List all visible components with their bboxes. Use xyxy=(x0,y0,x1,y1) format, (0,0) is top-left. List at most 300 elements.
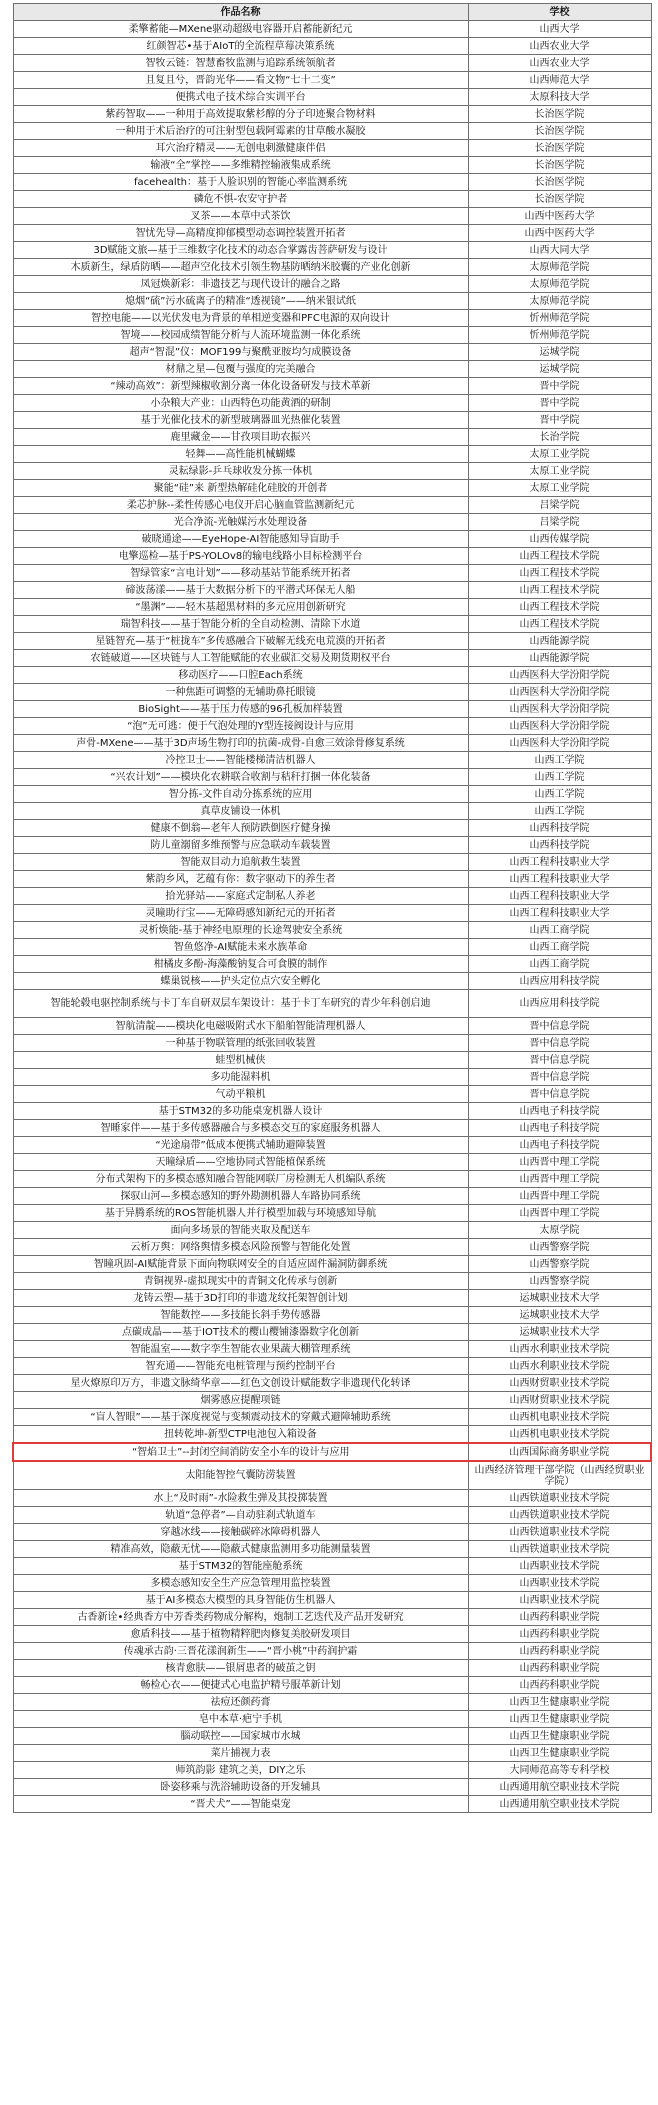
school-cell: 长治医学院 xyxy=(468,140,651,157)
table-row xyxy=(13,174,651,191)
table-row xyxy=(13,888,651,905)
table-row xyxy=(13,752,651,769)
table-row xyxy=(13,242,651,259)
school-cell: 山西应用科技学院 xyxy=(468,973,651,990)
school-cell: 运城学院 xyxy=(468,344,651,361)
table-row xyxy=(13,1290,651,1307)
work-name-cell: 卧姿移乘与洗浴辅助设备的开发辅具 xyxy=(13,1779,468,1796)
school-cell: 山西药科职业学院 xyxy=(468,1626,651,1643)
table-row xyxy=(13,820,651,837)
table-row xyxy=(13,531,651,548)
school-cell: 长治医学院 xyxy=(468,174,651,191)
school-cell: 忻州师范学院 xyxy=(468,327,651,344)
school-cell: 太原科技大学 xyxy=(468,89,651,106)
school-cell: 山西工程技术学院 xyxy=(468,599,651,616)
school-cell: 山西工商学院 xyxy=(468,922,651,939)
table-row xyxy=(13,259,651,276)
table-row xyxy=(13,1035,651,1052)
table-row xyxy=(13,429,651,446)
school-cell: 山西医科大学汾阳学院 xyxy=(468,701,651,718)
table-row xyxy=(13,361,651,378)
work-name-cell: 轻舞——高性能机械蝴蝶 xyxy=(13,446,468,463)
table-row xyxy=(13,55,651,72)
table-row xyxy=(13,1256,651,1273)
school-cell: 山西机电职业技术学院 xyxy=(468,1426,651,1444)
school-cell: 山西农业大学 xyxy=(468,55,651,72)
work-name-cell: 电擎巡检—基于PS-YOLOv8的输电线路小目标检测平台 xyxy=(13,548,468,565)
school-cell: 晋中学院 xyxy=(468,412,651,429)
school-cell: 山西财贸职业技术学院 xyxy=(468,1392,651,1409)
school-cell: 山西晋中理工学院 xyxy=(468,1154,651,1171)
table-row xyxy=(13,208,651,225)
table-header-row xyxy=(13,4,651,21)
work-name-cell: 核青愈肤——银屑患者的破茧之钥 xyxy=(13,1660,468,1677)
school-cell: 山西大学 xyxy=(468,21,651,38)
work-name-cell: 3D赋能文旅—基于三维数字化技术的动态合掌露齿菩萨研发与设计 xyxy=(13,242,468,259)
work-name-cell: 冷控卫士——智能楼梯清洁机器人 xyxy=(13,752,468,769)
school-cell: 长治医学院 xyxy=(468,157,651,174)
header-work-name: 作品名称 xyxy=(13,4,468,21)
table-row xyxy=(13,1728,651,1745)
school-cell: 山西职业技术学院 xyxy=(468,1575,651,1592)
school-cell: 吕梁学院 xyxy=(468,514,651,531)
work-name-cell: 基于AI多模态大模型的具身智能仿生机器人 xyxy=(13,1592,468,1609)
school-cell: 山西警察学院 xyxy=(468,1256,651,1273)
school-cell: 山西晋中理工学院 xyxy=(468,1171,651,1188)
table-row xyxy=(13,514,651,531)
table-row xyxy=(13,939,651,956)
school-cell: 山西通用航空职业技术学院 xyxy=(468,1779,651,1796)
table-row xyxy=(13,633,651,650)
work-name-cell: 扭转乾坤-新型CTP电池包入箱设备 xyxy=(13,1426,468,1444)
school-cell: 山西应用科技学院 xyxy=(468,990,651,1018)
school-cell: 山西职业技术学院 xyxy=(468,1592,651,1609)
table-row xyxy=(13,1443,651,1461)
work-name-cell: 探驭山河—多模态感知的野外勘测机器人车路协同系统 xyxy=(13,1188,468,1205)
table-row xyxy=(13,599,651,616)
table-row xyxy=(13,1069,651,1086)
school-cell: 长治学院 xyxy=(468,429,651,446)
work-name-cell: 畅检心衣——便捷式心电监护精号服革新计划 xyxy=(13,1677,468,1694)
table-row xyxy=(13,1507,651,1524)
table-row xyxy=(13,89,651,106)
school-cell: 山西经济管理干部学院（山西经贸职业学院） xyxy=(468,1461,651,1490)
school-cell: 山西医科大学汾阳学院 xyxy=(468,718,651,735)
work-name-cell: “盲人智眼”——基于深度视觉与变频震动技术的穿戴式避障辅助系统 xyxy=(13,1409,468,1426)
table-row xyxy=(13,1609,651,1626)
table-row xyxy=(13,293,651,310)
school-cell: 山西水利职业技术学院 xyxy=(468,1341,651,1358)
table-row xyxy=(13,718,651,735)
school-cell: 山西医科大学汾阳学院 xyxy=(468,667,651,684)
school-cell: 山西能源学院 xyxy=(468,650,651,667)
work-name-cell: 一种基于物联管理的纸张回收装置 xyxy=(13,1035,468,1052)
work-name-cell: 智牧云链：智慧畜牧监测与追踪系统领航者 xyxy=(13,55,468,72)
table-row xyxy=(13,412,651,429)
school-cell: 山西医科大学汾阳学院 xyxy=(468,684,651,701)
work-name-cell: 叉茶——本草中式茶饮 xyxy=(13,208,468,225)
table-row xyxy=(13,1205,651,1222)
work-name-cell: 智睡家伴——基于多传感器融合与多模态交互的家庭服务机器人 xyxy=(13,1120,468,1137)
table-row xyxy=(13,786,651,803)
work-name-cell: 小杂粮大产业：山西特色功能黄酒的研制 xyxy=(13,395,468,412)
school-cell: 山西机电职业技术学院 xyxy=(468,1409,651,1426)
table-row xyxy=(13,123,651,140)
work-name-cell: 智能温室——数字孪生智能农业果蔬大棚管理系统 xyxy=(13,1341,468,1358)
table-row xyxy=(13,463,651,480)
school-cell: 山西中医药大学 xyxy=(468,208,651,225)
table-row xyxy=(13,1592,651,1609)
school-cell: 山西国际商务职业学院 xyxy=(468,1443,651,1461)
table-row xyxy=(13,684,651,701)
school-cell: 山西通用航空职业技术学院 xyxy=(468,1796,651,1813)
school-cell: 山西电子科技学院 xyxy=(468,1120,651,1137)
school-cell: 大同师范高等专科学校 xyxy=(468,1762,651,1779)
table-row xyxy=(13,378,651,395)
table-row xyxy=(13,1762,651,1779)
table-row xyxy=(13,565,651,582)
work-name-cell: 智忧先导—高精度抑郁模型动态调控装置开拓者 xyxy=(13,225,468,242)
school-cell: 山西工程技术学院 xyxy=(468,582,651,599)
school-cell: 山西工学院 xyxy=(468,786,651,803)
work-name-cell: 耳穴治疗精灵——无创电刺激健康伴侣 xyxy=(13,140,468,157)
table-row xyxy=(13,480,651,497)
school-cell: 山西晋中理工学院 xyxy=(468,1188,651,1205)
work-name-cell: 龙铸云塑—基于3D打印的非遗龙纹托架智创计划 xyxy=(13,1290,468,1307)
work-name-cell: BioSight——基于压力传感的96孔板加样装置 xyxy=(13,701,468,718)
table-row xyxy=(13,1626,651,1643)
school-cell: 山西农业大学 xyxy=(468,38,651,55)
table-row xyxy=(13,1341,651,1358)
work-name-cell: 超声“智混”仪：MOF199与聚酰亚胺均匀成膜设备 xyxy=(13,344,468,361)
table-row xyxy=(13,1375,651,1392)
school-cell: 太原师范学院 xyxy=(468,259,651,276)
table-row xyxy=(13,616,651,633)
work-name-cell: “墨渊”——轻木基超黑材料的多元应用创新研究 xyxy=(13,599,468,616)
school-cell: 山西工学院 xyxy=(468,803,651,820)
work-name-cell: 多模态感知安全生产应急管理用监控装置 xyxy=(13,1575,468,1592)
table-row xyxy=(13,1694,651,1711)
work-name-cell: 智能双目动力追航救生装置 xyxy=(13,854,468,871)
work-name-cell: 星火燎原印万方，非遗文脉绮华章——红色文创设计赋能数字非遗现代化转译 xyxy=(13,1375,468,1392)
header-school: 学校 xyxy=(468,4,651,21)
school-cell: 山西警察学院 xyxy=(468,1239,651,1256)
table-row xyxy=(13,650,651,667)
school-cell: 山西科技学院 xyxy=(468,837,651,854)
work-name-cell: 柑橘皮多酚-海藻酸钠复合可食膜的制作 xyxy=(13,956,468,973)
table-row xyxy=(13,327,651,344)
school-cell: 山西工程科技职业大学 xyxy=(468,854,651,871)
work-name-cell: 天瞳绿盾——空地协同式智能植保系统 xyxy=(13,1154,468,1171)
table-row xyxy=(13,497,651,514)
work-name-cell: 分布式架构下的多模态感知融合智能网联厂房检测无人机编队系统 xyxy=(13,1171,468,1188)
work-name-cell: 柔芯护脉--柔性传感心电仪开启心脑血管监测新纪元 xyxy=(13,497,468,514)
school-cell: 山西卫生健康职业学院 xyxy=(468,1711,651,1728)
work-name-cell: 农链破道——区块链与人工智能赋能的农业碳汇交易及期货期权平台 xyxy=(13,650,468,667)
table-body xyxy=(13,21,651,1813)
work-name-cell: 拾光驿站——家庭式定制私人养老 xyxy=(13,888,468,905)
school-cell: 山西能源学院 xyxy=(468,633,651,650)
school-cell: 吕梁学院 xyxy=(468,497,651,514)
school-cell: 山西工商学院 xyxy=(468,939,651,956)
school-cell: 山西工程技术学院 xyxy=(468,548,651,565)
table-row xyxy=(13,905,651,922)
table-row xyxy=(13,1677,651,1694)
work-name-cell: 穿越冰线——接触碳碎冰障碍机器人 xyxy=(13,1524,468,1541)
table-row xyxy=(13,1660,651,1677)
work-name-cell: 灵析焕能-基于神经电原理的长途驾驶安全系统 xyxy=(13,922,468,939)
table-row xyxy=(13,1188,651,1205)
table-row xyxy=(13,1541,651,1558)
work-name-cell: “光途扇带”低成本便携式辅助避障装置 xyxy=(13,1137,468,1154)
table-row xyxy=(13,1239,651,1256)
table-row xyxy=(13,854,651,871)
table-row xyxy=(13,803,651,820)
school-cell: 山西工程技术学院 xyxy=(468,616,651,633)
work-name-cell: 移动医疗——口腔Each系统 xyxy=(13,667,468,684)
table-row xyxy=(13,106,651,123)
table-row xyxy=(13,1745,651,1762)
work-name-cell: 烟雾感应提醒项链 xyxy=(13,1392,468,1409)
table-row xyxy=(13,667,651,684)
school-cell: 山西水利职业技术学院 xyxy=(468,1358,651,1375)
work-name-cell: 智绿管家“言电计划”——移动基站节能系统开拓者 xyxy=(13,565,468,582)
work-name-cell: 祛痘还颜药膏 xyxy=(13,1694,468,1711)
school-cell: 运城职业技术大学 xyxy=(468,1307,651,1324)
school-cell: 运城职业技术大学 xyxy=(468,1324,651,1341)
work-name-cell: 磷危不惧-农安守护者 xyxy=(13,191,468,208)
school-cell: 山西警察学院 xyxy=(468,1273,651,1290)
work-name-cell: 便携式电子技术综合实训平台 xyxy=(13,89,468,106)
table-row xyxy=(13,1171,651,1188)
school-cell: 山西药科职业学院 xyxy=(468,1643,651,1660)
school-cell: 太原学院 xyxy=(468,1222,651,1239)
table-row xyxy=(13,1324,651,1341)
work-name-cell: 智瞳巩固-AI赋能背景下面向物联网安全的自适应固件漏洞防御系统 xyxy=(13,1256,468,1273)
work-name-cell: 破晓通途——EyeHope-AI智能感知导盲助手 xyxy=(13,531,468,548)
work-name-cell: 智能数控——多技能长斜手势传感器 xyxy=(13,1307,468,1324)
work-name-cell: 碲波荡漾——基于大数据分析下的平潜式环保无人船 xyxy=(13,582,468,599)
work-name-cell: 古香新诠•经典香方中芳香类药物成分解构，炮制工艺迭代及产品开发研究 xyxy=(13,1609,468,1626)
table-row xyxy=(13,1307,651,1324)
work-name-cell: 青铜视界-虚拟现实中的青铜文化传承与创新 xyxy=(13,1273,468,1290)
work-name-cell: 健康不倒翁—老年人预防跌倒医疗健身操 xyxy=(13,820,468,837)
work-name-cell: 智能轮毂电驱控制系统与卡丁车自研双层车架设计：基于卡丁车研究的青少年科创启迪 xyxy=(13,990,468,1018)
work-name-cell: 轨道“急停者”—自动驻刹式轨道车 xyxy=(13,1507,468,1524)
table-row xyxy=(13,38,651,55)
work-name-cell: 熄烟“硫”污水硫离子的精准“透视镜”——纳米银试纸 xyxy=(13,293,468,310)
work-name-cell: 愈盾科技——基于植物精粹肥肉修复美胶研发项目 xyxy=(13,1626,468,1643)
table-row xyxy=(13,1711,651,1728)
school-cell: 太原师范学院 xyxy=(468,293,651,310)
work-name-cell: 真草皮铺设一体机 xyxy=(13,803,468,820)
work-name-cell: 多功能湿料机 xyxy=(13,1069,468,1086)
school-cell: 山西师范大学 xyxy=(468,72,651,89)
table-row xyxy=(13,1137,651,1154)
work-name-cell: 智境——校园成绩智能分析与人流环境监测一体化系统 xyxy=(13,327,468,344)
table-row xyxy=(13,1154,651,1171)
work-name-cell: 水上“及时雨”-水险救生弹及其投掷装置 xyxy=(13,1490,468,1507)
table-row xyxy=(13,769,651,786)
table-row xyxy=(13,1120,651,1137)
table-row xyxy=(13,1103,651,1120)
table-row xyxy=(13,701,651,718)
school-cell: 山西铁道职业技术学院 xyxy=(468,1507,651,1524)
work-name-cell: 基于STM32的智能座舱系统 xyxy=(13,1558,468,1575)
table-row xyxy=(13,276,651,293)
work-name-cell: 智控电能——以光伏发电为背景的单相逆变器和PFC电源的双向设计 xyxy=(13,310,468,327)
table-row xyxy=(13,837,651,854)
table-row xyxy=(13,1461,651,1490)
school-cell: 山西晋中理工学院 xyxy=(468,1205,651,1222)
school-cell: 晋中信息学院 xyxy=(468,1052,651,1069)
work-name-cell: 点碳成晶——基于IOT技术的樱山樱铺漆器数字化创新 xyxy=(13,1324,468,1341)
table-row xyxy=(13,446,651,463)
table-row xyxy=(13,548,651,565)
table-row xyxy=(13,1018,651,1035)
work-name-cell: 智分拣-文件自动分拣系统的应用 xyxy=(13,786,468,803)
table-row xyxy=(13,344,651,361)
work-name-cell: 传魂承古韵·三晋花漾润新生——“晋小桃”中药润护霜 xyxy=(13,1643,468,1660)
work-name-cell: 智鱼悠净-AI赋能未来水族革命 xyxy=(13,939,468,956)
school-cell: 山西职业技术学院 xyxy=(468,1558,651,1575)
work-name-cell: 一种焦距可调整的无辅助鼻托眼镜 xyxy=(13,684,468,701)
work-name-cell: 智充通——智能充电桩管理与预约控制平台 xyxy=(13,1358,468,1375)
table-row xyxy=(13,1052,651,1069)
school-cell: 山西工程科技职业大学 xyxy=(468,871,651,888)
school-cell: 山西卫生健康职业学院 xyxy=(468,1694,651,1711)
school-cell: 晋中信息学院 xyxy=(468,1086,651,1103)
school-cell: 山西电子科技学院 xyxy=(468,1103,651,1120)
work-name-cell: facehealth：基于人脸识别的智能心率监测系统 xyxy=(13,174,468,191)
school-cell: 晋中信息学院 xyxy=(468,1035,651,1052)
work-name-cell: 腦动联控——国家城市水城 xyxy=(13,1728,468,1745)
work-name-cell: 菜片捕视力表 xyxy=(13,1745,468,1762)
table-row xyxy=(13,582,651,599)
school-cell: 山西卫生健康职业学院 xyxy=(468,1728,651,1745)
school-cell: 山西卫生健康职业学院 xyxy=(468,1745,651,1762)
work-name-cell: “泡”无可逃：便于气泡处理的Y型连接阀设计与应用 xyxy=(13,718,468,735)
school-cell: 山西中医药大学 xyxy=(468,225,651,242)
table-row xyxy=(13,735,651,752)
work-name-cell: 师筑韵影 建筑之美，DIY之乐 xyxy=(13,1762,468,1779)
school-cell: 山西铁道职业技术学院 xyxy=(468,1541,651,1558)
table-row xyxy=(13,225,651,242)
school-cell: 山西工程科技职业大学 xyxy=(468,888,651,905)
school-cell: 太原工业学院 xyxy=(468,480,651,497)
work-name-cell: 材鼎之星—包覆与强度的完美融合 xyxy=(13,361,468,378)
table-row xyxy=(13,990,651,1018)
work-name-cell: 紫韵乡风，艺蕴有你：数字驱动下的养生者 xyxy=(13,871,468,888)
school-cell: 山西铁道职业技术学院 xyxy=(468,1524,651,1541)
table-row xyxy=(13,1524,651,1541)
school-cell: 忻州师范学院 xyxy=(468,310,651,327)
school-cell: 晋中信息学院 xyxy=(468,1018,651,1035)
table-row xyxy=(13,1392,651,1409)
work-name-cell: 云析万舆：网络舆情多模态风险预警与智能化处置 xyxy=(13,1239,468,1256)
work-name-cell: 星链智充—基于“桩拢车”多传感融合下破解无线充电荒漠的开拓者 xyxy=(13,633,468,650)
table-row xyxy=(13,1575,651,1592)
work-name-cell: 蝶巢锐核——护头定位点穴安全孵化 xyxy=(13,973,468,990)
table-row xyxy=(13,191,651,208)
work-name-cell: 太阳能智控气囊防涝装置 xyxy=(13,1461,468,1490)
school-cell: 长治医学院 xyxy=(468,106,651,123)
table-row xyxy=(13,871,651,888)
work-name-cell: 瑞智科技——基于智能分析的全自动检测、清除下水道 xyxy=(13,616,468,633)
work-name-cell: 精准高效，隐蔽无忧——隐蔽式健康监测用多功能测量装置 xyxy=(13,1541,468,1558)
work-name-cell: 且复且兮，晋韵光华——看文物“七十二变” xyxy=(13,72,468,89)
work-name-cell: 红颜智芯•基于AIoT的全流程草莓决策系统 xyxy=(13,38,468,55)
table-row xyxy=(13,1358,651,1375)
work-name-cell: 输液“全”掌控——多维精控输液集成系统 xyxy=(13,157,468,174)
table-wrapper xyxy=(12,3,650,1813)
table-row xyxy=(13,1426,651,1444)
table-row xyxy=(13,1222,651,1239)
work-name-cell: 鹿里藏金——甘孜项目助农振兴 xyxy=(13,429,468,446)
school-cell: 山西大同大学 xyxy=(468,242,651,259)
school-cell: 山西工学院 xyxy=(468,769,651,786)
table-row xyxy=(13,1409,651,1426)
school-cell: 山西电子科技学院 xyxy=(468,1137,651,1154)
work-name-cell: 木质新生，绿盾防晒——超声空化技术引领生物基防晒纳米胶囊的产业化创新 xyxy=(13,259,468,276)
table-row xyxy=(13,395,651,412)
table-row xyxy=(13,21,651,38)
award-table xyxy=(12,3,652,1813)
work-name-cell: 皂中本草·疤宁手机 xyxy=(13,1711,468,1728)
school-cell: 山西工程技术学院 xyxy=(468,565,651,582)
school-cell: 山西工学院 xyxy=(468,752,651,769)
table-row xyxy=(13,72,651,89)
school-cell: 山西医科大学汾阳学院 xyxy=(468,735,651,752)
table-row xyxy=(13,1779,651,1796)
table-row xyxy=(13,140,651,157)
school-cell: 山西药科职业学院 xyxy=(468,1609,651,1626)
table-row xyxy=(13,1086,651,1103)
table-row xyxy=(13,1273,651,1290)
work-name-cell: 灵耘绿影-乒乓球收发分拣一体机 xyxy=(13,463,468,480)
table-row xyxy=(13,1490,651,1507)
table-row xyxy=(13,1796,651,1813)
table-row xyxy=(13,1558,651,1575)
table-row xyxy=(13,973,651,990)
work-name-cell: 基于光催化技术的新型玻璃器皿光热催化装置 xyxy=(13,412,468,429)
school-cell: 山西工程科技职业大学 xyxy=(468,905,651,922)
work-name-cell: 聚能“硅”来 新型热解硅化硅胶的开创者 xyxy=(13,480,468,497)
table-row xyxy=(13,1643,651,1660)
work-name-cell: 一种用于术后治疗的可注射型包载阿霉素的甘草酸水凝胶 xyxy=(13,123,468,140)
school-cell: 太原工业学院 xyxy=(468,446,651,463)
table-row xyxy=(13,310,651,327)
school-cell: 山西药科职业学院 xyxy=(468,1677,651,1694)
work-name-cell: 基于异腾系统的ROS智能机器人并行模型加载与环境感知导航 xyxy=(13,1205,468,1222)
school-cell: 太原师范学院 xyxy=(468,276,651,293)
work-name-cell: 基于STM32的多功能桌宠机器人设计 xyxy=(13,1103,468,1120)
school-cell: 山西工商学院 xyxy=(468,956,651,973)
school-cell: 晋中信息学院 xyxy=(468,1069,651,1086)
school-cell: 长治医学院 xyxy=(468,123,651,140)
table-row xyxy=(13,956,651,973)
work-name-cell: “兴农计划”——模块化农耕联合收割与秸秆打捆一体化装备 xyxy=(13,769,468,786)
work-name-cell: 气动平粮机 xyxy=(13,1086,468,1103)
school-cell: 太原工业学院 xyxy=(468,463,651,480)
work-name-cell: 防儿童溺留多维预警与应急联动车载装置 xyxy=(13,837,468,854)
school-cell: 运城学院 xyxy=(468,361,651,378)
work-name-cell: “辣动高效”：新型辣椒收割分离一体化设备研发与技术革新 xyxy=(13,378,468,395)
school-cell: 山西传媒学院 xyxy=(468,531,651,548)
work-name-cell: 蛙型机械侠 xyxy=(13,1052,468,1069)
school-cell: 山西药科职业学院 xyxy=(468,1660,651,1677)
work-name-cell: 声骨-MXene——基于3D声场生物打印的抗菌-成骨-自愈三效涂骨修复系统 xyxy=(13,735,468,752)
